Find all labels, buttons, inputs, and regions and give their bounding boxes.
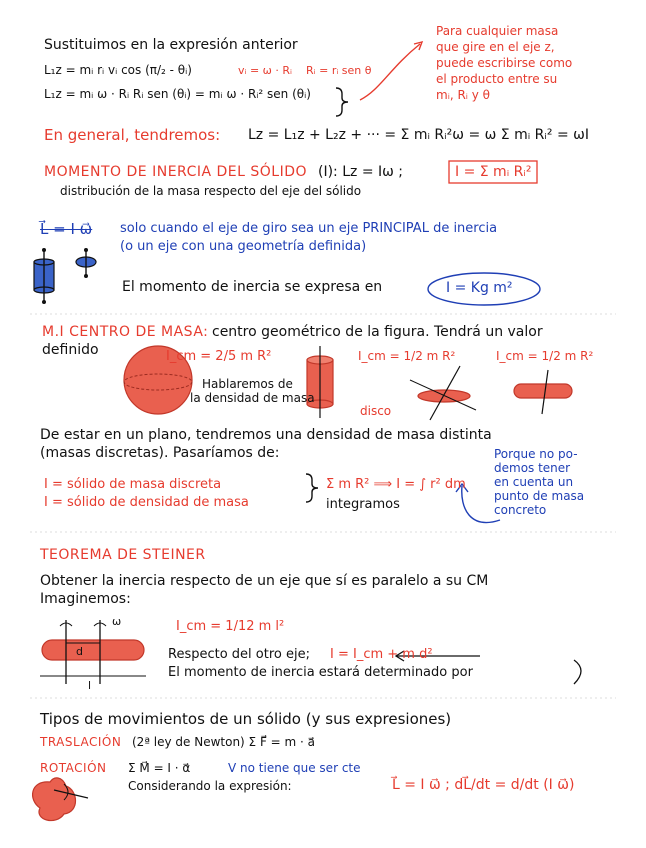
- general-formula: Lz = L₁z + L₂z + ··· = Σ mᵢ Rᵢ²ω = ω Σ mᵢ Rᵢ² = ωI: [248, 127, 590, 143]
- steiner-l1: Obtener la inercia respecto de un eje que sí es paralelo a su CM: [40, 573, 489, 589]
- principal-l1: solo cuando el eje de giro sea un eje PRINCIPAL de inercia: [120, 221, 498, 236]
- f-cyl: I_cm = 1/2 m R²: [496, 349, 594, 363]
- tipos-title: Tipos de movimientos de un sólido (y sus expresiones): [40, 710, 452, 728]
- crossed-formula: L⃗ = I ω⃗: [40, 220, 93, 238]
- general-lead: En general, tendremos:: [44, 126, 221, 144]
- momento-title: MOMENTO DE INERCIA DEL SÓLIDO: [44, 164, 308, 180]
- brace-sum: [306, 474, 318, 502]
- intro-line: Sustituimos en la expresión anterior: [44, 37, 298, 53]
- density-l2: (masas discretas). Pasaríamos de:: [40, 445, 280, 461]
- tras-label: TRASLACIÓN: [40, 735, 122, 749]
- formula-v: vᵢ = ω · Rᵢ: [238, 64, 292, 77]
- rot-label: ROTACIÓN: [40, 761, 107, 775]
- i-density: I = sólido de densidad de masa: [44, 495, 249, 510]
- steiner-l2: Imaginemos:: [40, 591, 131, 607]
- rod-icon: [514, 370, 572, 414]
- steiner-other-lead: Respecto del otro eje;: [168, 647, 310, 662]
- steiner-other-f: I = I_cm + m d²: [330, 647, 433, 662]
- rot-formula: Σ M⃗ = I · α⃗: [128, 761, 191, 775]
- steiner-title: TEOREMA DE STEINER: [40, 547, 206, 563]
- f-disc: I_cm = 1/2 m R²: [358, 349, 456, 363]
- steiner-arrow-2: [574, 660, 581, 684]
- i-discrete: I = sólido de masa discreta: [44, 477, 222, 492]
- steiner-f: I_cm = 1/12 m l²: [176, 619, 285, 634]
- label-w: ω: [112, 615, 122, 628]
- disco-label: disco: [360, 404, 392, 418]
- integramos: integramos: [326, 497, 400, 512]
- hab1: Hablaremos de: [202, 377, 293, 391]
- centro-title: M.I CENTRO DE MASA:: [42, 324, 209, 340]
- f-sphere: I_cm = 2/5 m R²: [166, 349, 272, 364]
- label-l: l: [88, 679, 92, 692]
- formula-r: Rᵢ = rᵢ sen θ: [306, 64, 372, 77]
- disc-icon: [76, 248, 96, 278]
- momento-rest: (I): Lz = Iω ;: [318, 164, 404, 180]
- rot-note: V no tiene que ser cte: [228, 761, 361, 775]
- formula-l1z: L₁z = mᵢ rᵢ vᵢ cos (π/₂ - θᵢ): [44, 63, 192, 77]
- steiner-l3: El momento de inercia estará determinado por: [168, 665, 473, 680]
- hab2: la densidad de masa: [190, 391, 315, 405]
- rot-cons: Considerando la expresión:: [128, 779, 292, 793]
- sum-to-integral: Σ m R² ⟹ I = ∫ r² dm: [326, 477, 466, 492]
- flat-disc-icon: [410, 366, 476, 420]
- units-circled: I = Kg m²: [446, 280, 513, 296]
- formula-l1z-sub: L₁z = mᵢ ω · Rᵢ Rᵢ sen (θᵢ) = mᵢ ω · Rᵢ² sen (θᵢ): [44, 87, 311, 101]
- centro-l1: centro geométrico de la figura. Tendrá un valor: [212, 324, 543, 340]
- steiner-rod: [40, 620, 146, 684]
- cylinder-icon: [34, 248, 54, 304]
- brace-right: [336, 88, 348, 116]
- label-d: d: [76, 645, 83, 658]
- centro-l2: definido: [42, 342, 99, 358]
- rotation-blob: [33, 778, 88, 821]
- vertical-cylinder-icon: [307, 346, 333, 418]
- principal-l2: (o un eje con una geometría definida): [120, 239, 367, 254]
- rot-eq: L⃗ = I ω⃗ ; dL⃗/dt = d/dt (I ω⃗): [392, 777, 575, 793]
- momento-sub: distribución de la masa respecto del eje del sólido: [60, 184, 362, 198]
- density-l1: De estar en un plano, tendremos una densidad de masa distinta: [40, 427, 492, 443]
- units-lead: El momento de inercia se expresa en: [122, 279, 383, 295]
- tras-rest: (2ª ley de Newton) Σ F⃗ = m · a⃗: [132, 735, 316, 749]
- momento-boxed: I = Σ mᵢ Rᵢ²: [455, 164, 532, 180]
